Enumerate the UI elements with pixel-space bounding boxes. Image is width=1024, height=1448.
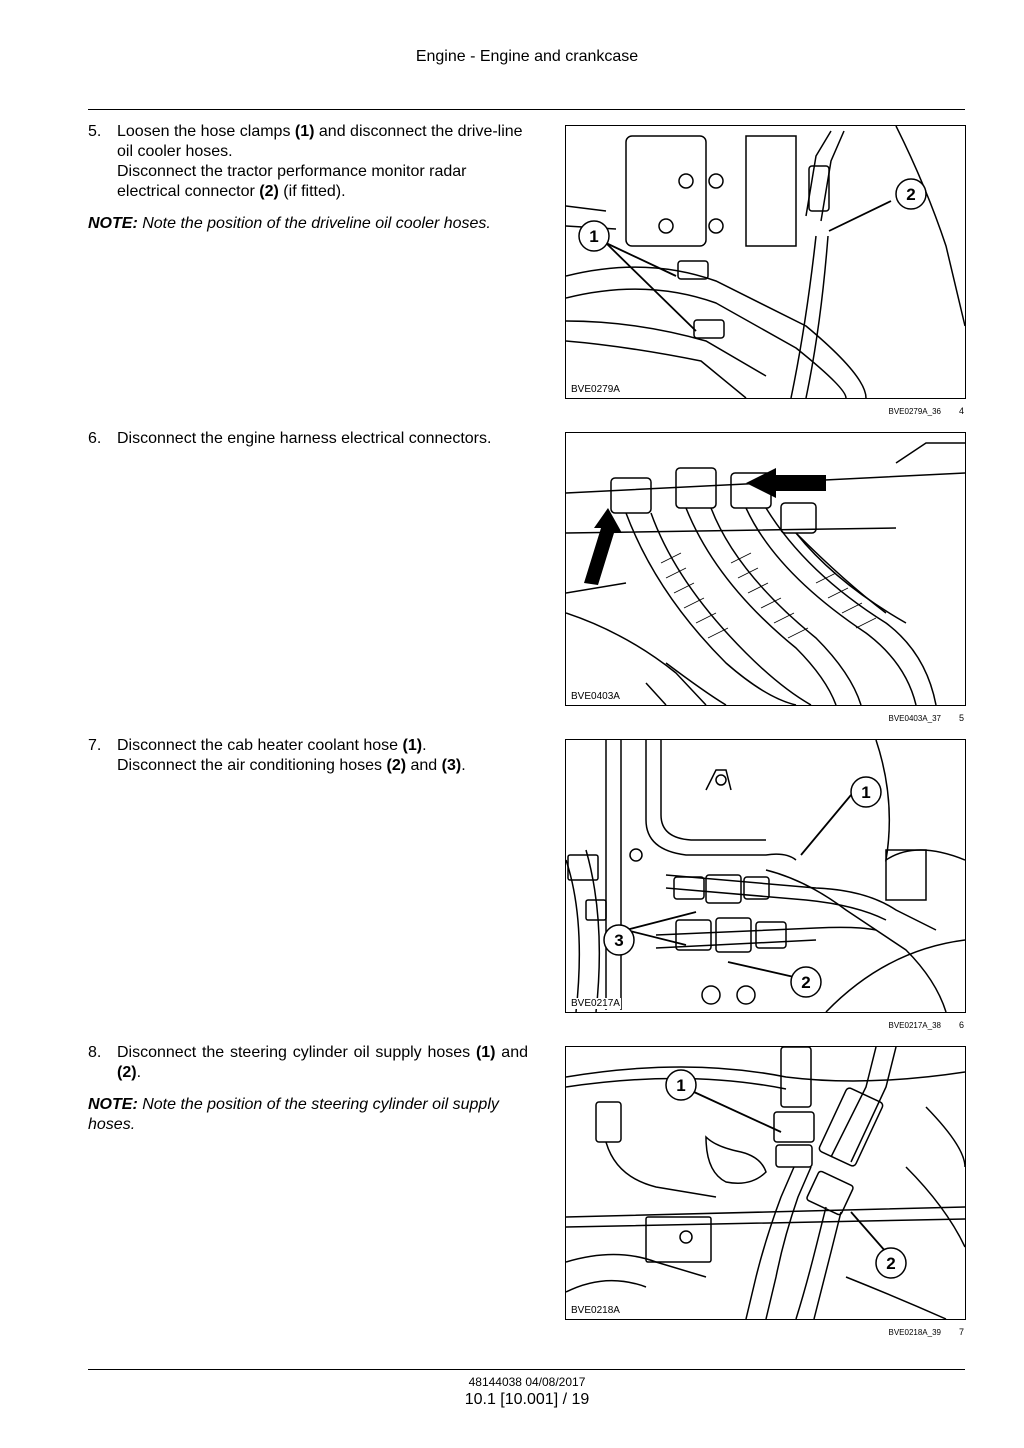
page-header-title: Engine - Engine and crankcase <box>415 48 639 65</box>
svg-text:1: 1 <box>861 783 871 802</box>
figure-caption: BVE0279A_36 4 <box>888 406 964 416</box>
document-reference: 48144038 04/08/2017 <box>468 1375 586 1389</box>
svg-text:2: 2 <box>906 185 916 204</box>
callout-3 <box>604 925 634 955</box>
step-6 <box>88 429 528 449</box>
figure-code: BVE0218A <box>571 1305 620 1316</box>
page-reference: 10.1 [10.001] / 19 <box>464 1391 590 1408</box>
page-footer <box>0 1375 1024 1409</box>
figure-illustration <box>566 126 965 398</box>
figure-caption: BVE0403A_37 5 <box>888 713 964 723</box>
note: NOTE: Note the position of the steering cylinder oil supply hoses. <box>88 1096 499 1133</box>
step-8 <box>88 1043 528 1135</box>
figure-caption: BVE0217A_38 6 <box>888 1020 964 1030</box>
figure-bve0279a <box>565 125 966 399</box>
step-number: 5. <box>88 123 102 140</box>
callout-2 <box>896 179 926 209</box>
svg-text:1: 1 <box>589 227 599 246</box>
figure-bve0403a <box>565 432 966 706</box>
svg-text:3: 3 <box>614 931 624 950</box>
figure-bve0218a <box>565 1046 966 1320</box>
figure-illustration <box>566 740 965 1012</box>
svg-text:2: 2 <box>886 1254 896 1273</box>
step-text: Disconnect the engine harness electrical connectors. <box>117 430 492 447</box>
figure-code: BVE0403A <box>571 691 620 702</box>
callout-1 <box>851 777 881 807</box>
step-text: Loosen the hose clamps (1) and disconnect the drive-line oil cooler hoses. <box>117 123 523 160</box>
step-text: Disconnect the cab heater coolant hose (1). <box>117 737 427 754</box>
step-number: 7. <box>88 737 102 754</box>
svg-text:1: 1 <box>676 1076 686 1095</box>
callout-1 <box>666 1070 696 1100</box>
figure-bve0217a <box>565 739 966 1013</box>
callout-2 <box>876 1248 906 1278</box>
figure-caption: BVE0218A_39 7 <box>888 1327 964 1337</box>
header-rule <box>88 109 965 110</box>
svg-text:2: 2 <box>801 973 811 992</box>
step-number: 6. <box>88 430 102 447</box>
step-text-2: Disconnect the air conditioning hoses (2) and (3). <box>117 757 466 774</box>
step-number: 8. <box>88 1044 102 1061</box>
step-7 <box>88 736 528 776</box>
figure-illustration <box>566 433 965 705</box>
figure-code: BVE0217A <box>571 998 620 1009</box>
step-text-2: Disconnect the tractor performance monitor radar electrical connector (2) (if fitted). <box>117 163 467 200</box>
step-5 <box>88 122 528 234</box>
figure-illustration <box>566 1047 965 1319</box>
figure-code: BVE0279A <box>571 384 620 395</box>
footer-rule <box>88 1369 965 1370</box>
step-text: Disconnect the steering cylinder oil supply hoses (1) and (2). <box>117 1044 529 1081</box>
callout-1 <box>579 221 609 251</box>
callout-2 <box>791 967 821 997</box>
note: NOTE: Note the position of the driveline oil cooler hoses. <box>88 215 491 232</box>
